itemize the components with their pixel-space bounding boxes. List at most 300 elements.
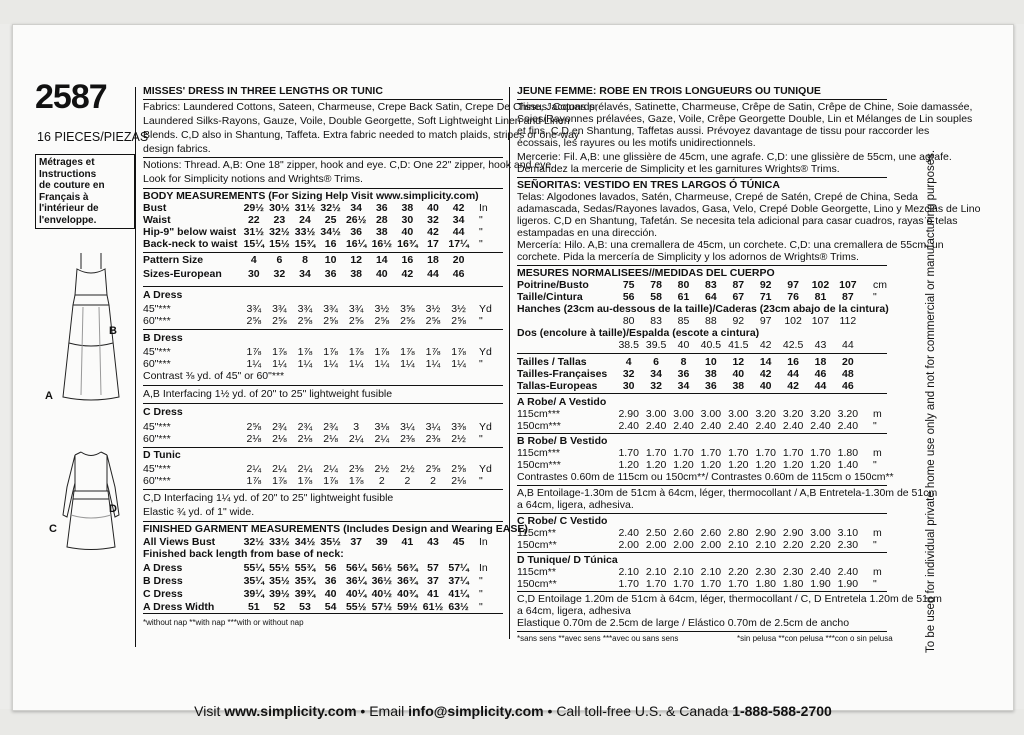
table-cell: 16½ <box>371 238 393 250</box>
table-cell: 34½ <box>294 536 316 548</box>
row-label: All Views Bust <box>143 536 216 548</box>
table-cell: 2.90 <box>618 408 639 420</box>
table-cell: 2.10 <box>700 566 722 578</box>
table-cell: 38 <box>705 368 717 380</box>
table-cell: 61 <box>677 291 690 303</box>
unit-label: Yd <box>479 421 492 433</box>
table-cell: 1.20 <box>755 459 776 471</box>
hanches-label: Hanches (23cm au-dessous de la taille)/Caderas (23cm abajo de la cintura) <box>517 303 889 315</box>
table-cell: 2¾ <box>297 421 313 433</box>
table-cell: 1.70 <box>673 578 694 590</box>
nap-legend: *without nap **with nap ***with or without nap <box>143 618 304 627</box>
unit-label: " <box>479 601 483 613</box>
table-cell: 83 <box>650 315 662 327</box>
table-cell: 3¾ <box>246 303 262 315</box>
unit-label: " <box>873 578 877 590</box>
merceria-text: Mercería: Hilo. A,B: una cremallera de 45cm, un corchete. C,D: una cremallera de 55cm, un <box>517 239 944 251</box>
table-cell: 1.20 <box>728 459 749 471</box>
table-cell: 97 <box>759 315 772 327</box>
row-label: C Dress <box>143 588 183 600</box>
row-label: 60"*** <box>143 475 171 487</box>
table-cell: 53 <box>299 601 311 613</box>
table-cell: 39¼ <box>243 588 265 600</box>
table-cell: 42 <box>401 268 414 280</box>
tissus-text: et fins. C,D en Shantung, Taffetas aussi. Prévoyez davantage de tissu pour raccorder les <box>517 125 930 137</box>
unit-label: m <box>873 447 882 459</box>
table-cell: 57¼ <box>448 562 469 574</box>
table-cell: 112 <box>839 315 857 327</box>
french-note-line: l'enveloppe. <box>39 214 97 226</box>
table-cell: 3¾ <box>297 303 313 315</box>
elastic-text: Elastic ¾ yd. of 1" wide. <box>143 506 255 518</box>
view-d-label: D Tunic <box>143 449 181 461</box>
table-cell: 1.70 <box>755 447 776 459</box>
table-cell: 1⅞ <box>323 346 338 358</box>
table-cell: 4 <box>250 254 257 266</box>
table-cell: 36 <box>375 202 388 214</box>
row-label: A Dress <box>143 562 183 574</box>
table-cell: 63½ <box>448 601 469 613</box>
table-cell: 4 <box>625 356 632 368</box>
table-cell: 102 <box>784 315 802 327</box>
table-cell: 1.70 <box>645 447 667 459</box>
mercerie-text: Demandez la mercerie de Simplicity et les garnitures Wrights® Trims. <box>517 163 840 175</box>
row-label: Pattern Size <box>143 254 204 266</box>
unit-label: Yd <box>479 346 492 358</box>
finished-back-label: Finished back length from base of neck: <box>143 548 344 560</box>
table-cell: 38 <box>401 202 414 214</box>
table-cell: 40 <box>759 380 772 392</box>
table-cell: 32½ <box>320 202 341 214</box>
table-cell: 2.20 <box>728 566 749 578</box>
row-label: 45"*** <box>143 303 171 315</box>
table-cell: 10 <box>705 356 717 368</box>
table-cell: 85 <box>677 315 690 327</box>
spanish-title: SEÑORITAS: VESTIDO EN TRES LARGOS Ó TÚNICA <box>517 179 780 191</box>
table-cell: 6 <box>653 356 659 368</box>
table-cell: 37 <box>427 575 439 587</box>
table-cell: 42.5 <box>782 339 804 351</box>
section-rule <box>143 157 503 158</box>
unit-label: cm <box>873 279 887 291</box>
pattern-number: 2587 <box>35 78 107 116</box>
view-b-label: B Dress <box>143 332 183 344</box>
table-cell: 42 <box>759 339 772 351</box>
table-cell: 1.70 <box>728 447 749 459</box>
table-cell: 1⅞ <box>348 346 364 358</box>
table-cell: 40 <box>375 268 388 280</box>
table-cell: 2⅝ <box>246 315 262 327</box>
section-rule <box>143 188 503 189</box>
french-note-line: l'intérieur de <box>39 203 99 214</box>
table-cell: 1.90 <box>837 578 859 590</box>
unit-label: " <box>479 433 483 445</box>
table-cell: 56 <box>622 291 635 303</box>
dos-label: Dos (encolure à taille)/Espalda (escote a cintura) <box>517 327 760 339</box>
table-cell: 2⅜ <box>425 433 441 445</box>
table-cell: 39.5 <box>645 339 667 351</box>
table-cell: 2.40 <box>810 566 831 578</box>
fabrics-text: Laundered Silks-Rayons, Gauze, Voile, Double Georgette, Soft Lightweight Linen and Linen <box>143 115 570 127</box>
table-cell: 2¾ <box>272 421 287 433</box>
table-cell: 20 <box>842 356 854 368</box>
section-rule <box>143 99 503 100</box>
finished-measurements-title: FINISHED GARMENT MEASUREMENTS (Includes Design and Wearing EASE) <box>143 523 528 535</box>
unit-label: " <box>479 226 483 238</box>
table-cell: 102 <box>811 279 830 291</box>
table-cell: 44 <box>842 339 854 351</box>
table-cell: 35½ <box>320 536 341 548</box>
view-c-label: C Dress <box>143 406 183 418</box>
table-cell: 39½ <box>269 588 290 600</box>
table-cell: 42 <box>787 380 799 392</box>
table-cell: 1¼ <box>425 358 441 370</box>
section-rule <box>517 513 887 514</box>
unit-label: " <box>479 238 483 250</box>
row-label: 60"*** <box>143 433 171 445</box>
table-cell: 37¼ <box>448 575 469 587</box>
table-cell: 44 <box>452 226 465 238</box>
table-cell: 36¾ <box>397 575 418 587</box>
table-cell: 1.70 <box>810 447 831 459</box>
contrast-text: Contrastes 0.60m de 115cm ou 150cm**/ Contrastes 0.60m de 115cm o 150cm** <box>517 471 894 483</box>
table-cell: 56¾ <box>397 562 418 574</box>
fabrics-text: Fabrics: Laundered Cottons, Sateen, Charmeuse, Crepe Back Satin, Crepe De Chine, Jacquards, <box>143 101 598 113</box>
table-cell: 55¾ <box>294 562 316 574</box>
table-cell: 1.20 <box>673 459 694 471</box>
view-a-robe-label: A Robe/ A Vestido <box>517 396 607 408</box>
table-cell: 2 <box>404 475 411 487</box>
table-cell: 3¼ <box>425 421 441 433</box>
table-cell: 17 <box>427 238 439 250</box>
table-cell: 1.80 <box>837 447 859 459</box>
table-cell: 38.5 <box>618 339 639 351</box>
table-cell: 57 <box>427 562 439 574</box>
table-cell: 2.10 <box>618 566 639 578</box>
view-label-d: D <box>109 503 117 515</box>
section-rule <box>517 177 887 178</box>
table-cell: 24 <box>299 214 311 226</box>
table-cell: 83 <box>705 279 717 291</box>
footer-contact <box>13 703 1013 719</box>
table-cell: 3.00 <box>810 527 831 539</box>
table-cell: 87 <box>732 279 745 291</box>
french-title: JEUNE FEMME: ROBE EN TROIS LONGUEURS OU TUNIQUE <box>517 85 821 97</box>
table-cell: 52 <box>273 601 286 613</box>
table-cell: 36¼ <box>345 575 367 587</box>
unit-label: Yd <box>479 463 492 475</box>
row-label: 115cm*** <box>517 408 560 420</box>
table-cell: 2.00 <box>673 539 694 551</box>
table-cell: 38 <box>732 380 745 392</box>
table-cell: 12 <box>350 254 363 266</box>
table-cell: 18 <box>814 356 827 368</box>
table-cell: 28 <box>375 214 388 226</box>
nap-legend-fr: *sans sens **avec sens ***avec ou sans sens <box>517 634 679 643</box>
unit-label: " <box>873 420 877 432</box>
table-cell: 75 <box>622 279 635 291</box>
table-cell: 1⅞ <box>272 475 287 487</box>
table-cell: 40 <box>401 226 414 238</box>
column-rule-left <box>135 87 136 647</box>
table-cell: 34 <box>650 368 662 380</box>
table-cell: 34 <box>677 380 690 392</box>
table-cell: 2.40 <box>618 527 639 539</box>
table-cell: 2.40 <box>645 420 667 432</box>
row-label: A Dress Width <box>143 601 215 613</box>
table-cell: 2⅝ <box>400 315 415 327</box>
row-label: Sizes-European <box>143 268 222 280</box>
table-cell: 41 <box>427 588 439 600</box>
telas-text: ligeros. C,D en Shantung, Tafetán. Se necesita tela adicional para casar cuadros, rayas o telas <box>517 215 958 227</box>
table-cell: 40 <box>732 368 745 380</box>
unit-label: In <box>479 536 488 548</box>
table-cell: 1¼ <box>374 358 390 370</box>
table-cell: 3.20 <box>782 408 804 420</box>
section-rule <box>517 631 887 632</box>
unit-label: " <box>873 539 877 551</box>
table-cell: 2.60 <box>673 527 694 539</box>
table-cell: 3 <box>353 421 360 433</box>
table-cell: 39 <box>375 536 388 548</box>
unit-label: " <box>873 459 877 471</box>
table-cell: 80 <box>622 315 635 327</box>
table-cell: 1¼ <box>323 358 338 370</box>
table-cell: 3.10 <box>837 527 859 539</box>
view-label-a: A <box>45 390 53 402</box>
row-label: 45"*** <box>143 421 171 433</box>
usage-disclaimer: To be used for individual private home use only and not for commercial or manufacturing purposes. <box>925 149 937 653</box>
table-cell: 1.20 <box>700 459 722 471</box>
section-rule <box>143 385 503 386</box>
unit-label: " <box>479 358 483 370</box>
interfacing-text: C,D Interfacing 1¼ yd. of 20" to 25" lightweight fusible <box>143 492 394 504</box>
table-cell: 3¾ <box>272 303 287 315</box>
table-cell: 34 <box>452 214 465 226</box>
table-cell: 2⅝ <box>451 315 466 327</box>
table-cell: 3⅜ <box>451 421 466 433</box>
table-cell: 1¼ <box>297 358 313 370</box>
body-measurements-title: BODY MEASUREMENTS (For Sizing Help Visit www.simplicity.com) <box>143 190 479 202</box>
table-cell: 1.80 <box>782 578 804 590</box>
table-cell: 1¼ <box>348 358 364 370</box>
telas-text: Telas: Algodones lavados, Satén, Charmeuse, Crepé de Satén, Crepé de China, Seda <box>517 191 919 203</box>
table-cell: 81 <box>814 291 827 303</box>
table-cell: 2.00 <box>618 539 639 551</box>
table-cell: 32½ <box>243 536 265 548</box>
table-cell: 26½ <box>345 214 367 226</box>
table-cell: 3.00 <box>645 408 667 420</box>
table-cell: 3.20 <box>755 408 776 420</box>
table-cell: 2.30 <box>755 566 776 578</box>
table-cell: 15¼ <box>243 238 265 250</box>
table-cell: 1.70 <box>700 578 722 590</box>
table-cell: 22 <box>247 214 260 226</box>
table-cell: 2.20 <box>810 539 831 551</box>
table-cell: 1.20 <box>782 459 804 471</box>
table-cell: 42 <box>452 202 465 214</box>
table-cell: 3¾ <box>348 303 364 315</box>
unit-label: Yd <box>479 303 492 315</box>
table-cell: 92 <box>732 315 745 327</box>
interfacing-text: A,B Interfacing 1½ yd. of 20" to 25" lightweight fusible <box>143 388 393 400</box>
table-cell: 54 <box>324 601 337 613</box>
table-cell: 57½ <box>371 601 393 613</box>
table-cell: 40¾ <box>397 588 418 600</box>
table-cell: 2.10 <box>645 566 667 578</box>
pattern-envelope-back <box>12 24 1014 719</box>
table-cell: 30 <box>401 214 414 226</box>
section-rule <box>517 353 887 354</box>
row-label: 45"*** <box>143 463 171 475</box>
section-rule <box>143 613 503 614</box>
table-cell: 34 <box>350 202 363 214</box>
table-cell: 36 <box>350 226 363 238</box>
fabrics-text: design fabrics. <box>143 143 211 155</box>
footer-visit: Visit <box>194 703 225 719</box>
table-cell: 1⅞ <box>400 346 415 358</box>
elastique-text: Elastique 0.70m de 2.5cm de large / Elástico 0.70m de 2.5cm de ancho <box>517 617 850 629</box>
table-cell: 41.5 <box>728 339 749 351</box>
table-cell: 2.50 <box>645 527 667 539</box>
merceria-text: corchete. Pida la mercería de Simplicity y los adornos de Wrights® Trims. <box>517 251 859 263</box>
row-label: 150cm*** <box>517 420 561 432</box>
table-cell: 107 <box>811 315 830 327</box>
table-cell: 2⅝ <box>374 315 390 327</box>
table-cell: 2.60 <box>700 527 722 539</box>
table-cell: 58 <box>650 291 662 303</box>
table-cell: 30½ <box>269 202 290 214</box>
table-cell: 1.20 <box>810 459 831 471</box>
table-cell: 2.00 <box>645 539 667 551</box>
table-cell: 1¼ <box>451 358 466 370</box>
table-cell: 2⅜ <box>348 463 364 475</box>
table-cell: 2.30 <box>837 539 859 551</box>
section-rule <box>517 265 887 266</box>
table-cell: 35½ <box>269 575 290 587</box>
table-cell: 2.10 <box>728 539 749 551</box>
table-cell: 39¾ <box>294 588 316 600</box>
footer-email-label: • Email <box>356 703 409 719</box>
table-cell: 3½ <box>425 303 441 315</box>
view-a-label: A Dress <box>143 289 183 301</box>
table-cell: 2⅛ <box>246 433 262 445</box>
table-cell: 2.40 <box>755 420 776 432</box>
table-cell: 43 <box>427 536 439 548</box>
table-cell: 1⅞ <box>297 475 313 487</box>
table-cell: 37 <box>350 536 363 548</box>
unit-label: " <box>479 475 483 487</box>
table-cell: 2.40 <box>673 420 694 432</box>
row-label: Bust <box>143 202 167 214</box>
table-cell: 2¼ <box>348 433 364 445</box>
unit-label: " <box>479 214 483 226</box>
row-label: 115cm** <box>517 527 556 539</box>
table-cell: 1⅞ <box>323 475 338 487</box>
footer-website-link[interactable]: www.simplicity.com <box>224 703 357 719</box>
table-cell: 46 <box>814 368 827 380</box>
row-label: Back-neck to waist <box>143 238 238 250</box>
table-cell: 2⅜ <box>400 433 415 445</box>
mesures-title: MESURES NORMALISEES//MEDIDAS DEL CUERPO <box>517 267 775 279</box>
table-cell: 3¼ <box>400 421 415 433</box>
table-cell: 44 <box>814 380 827 392</box>
table-cell: 16 <box>324 238 337 250</box>
table-cell: 97 <box>787 279 799 291</box>
table-cell: 2.90 <box>755 527 776 539</box>
table-cell: 1.80 <box>755 578 776 590</box>
unit-label: " <box>479 575 483 587</box>
table-cell: 46 <box>842 380 854 392</box>
table-cell: 32 <box>273 268 286 280</box>
table-cell: 80 <box>677 279 690 291</box>
table-cell: 1¼ <box>272 358 287 370</box>
table-cell: 32 <box>650 380 662 392</box>
table-cell: 3⅛ <box>374 421 390 433</box>
section-rule <box>517 99 887 100</box>
table-cell: 64 <box>705 291 717 303</box>
table-cell: 33½ <box>294 226 316 238</box>
section-rule <box>517 433 887 434</box>
table-cell: 2 <box>378 475 385 487</box>
row-label: 150cm** <box>517 539 557 551</box>
table-cell: 16 <box>401 254 414 266</box>
table-cell: 87 <box>842 291 854 303</box>
table-cell: 32 <box>427 214 439 226</box>
table-cell: 12 <box>732 356 745 368</box>
table-cell: 20 <box>452 254 465 266</box>
table-cell: 2½ <box>400 463 415 475</box>
table-cell: 2.40 <box>728 420 749 432</box>
footer-email-link[interactable]: info@simplicity.com <box>408 703 544 719</box>
table-cell: 1.40 <box>837 459 859 471</box>
tissus-text: écossais, les rayures ou les motifs unidirectionnels. <box>517 137 756 149</box>
table-cell: 42 <box>427 226 439 238</box>
table-cell: 16¼ <box>345 238 367 250</box>
table-cell: 34 <box>299 268 311 280</box>
row-label: Poitrine/Busto <box>517 279 589 291</box>
table-cell: 1.70 <box>673 447 694 459</box>
table-cell: 3¾ <box>323 303 338 315</box>
nap-legend-es: *sin pelusa **con pelusa ***con o sin pelusa <box>737 634 893 643</box>
table-cell: 2⅝ <box>297 315 313 327</box>
row-label: Tallas-Europeas <box>517 380 598 392</box>
view-b-robe-label: B Robe/ B Vestido <box>517 435 608 447</box>
table-cell: 32½ <box>269 226 290 238</box>
table-cell: 2¾ <box>323 421 338 433</box>
french-note-line: de couture en Français à <box>39 180 105 203</box>
row-label: Hip-9" below waist <box>143 226 237 238</box>
table-cell: 18 <box>427 254 439 266</box>
table-cell: 2⅝ <box>272 315 287 327</box>
table-cell: 1⅞ <box>425 346 441 358</box>
fabrics-text: Blends. C,D also in Shantung, Taffeta. Extra fabric needed to match plaids, stripes or one-way <box>143 129 580 141</box>
row-label: Tailles / Tallas <box>517 356 587 368</box>
table-cell: 2⅝ <box>425 463 441 475</box>
table-cell: 2 <box>430 475 436 487</box>
table-cell: 44 <box>787 368 799 380</box>
table-cell: 15¾ <box>294 238 316 250</box>
table-cell: 14 <box>759 356 772 368</box>
row-label: 115cm*** <box>517 447 560 459</box>
table-cell: 78 <box>650 279 662 291</box>
table-cell: 1.20 <box>645 459 667 471</box>
telas-text: adamascada, Sedas/Rayones lavados, Gasa, Velo, Crepé Doble Georgette, Lino y Mezclas de Lino <box>517 203 981 215</box>
table-cell: 3½ <box>374 303 390 315</box>
view-label-c: C <box>49 523 57 535</box>
table-cell: 107 <box>839 279 857 291</box>
table-cell: 35¼ <box>243 575 265 587</box>
